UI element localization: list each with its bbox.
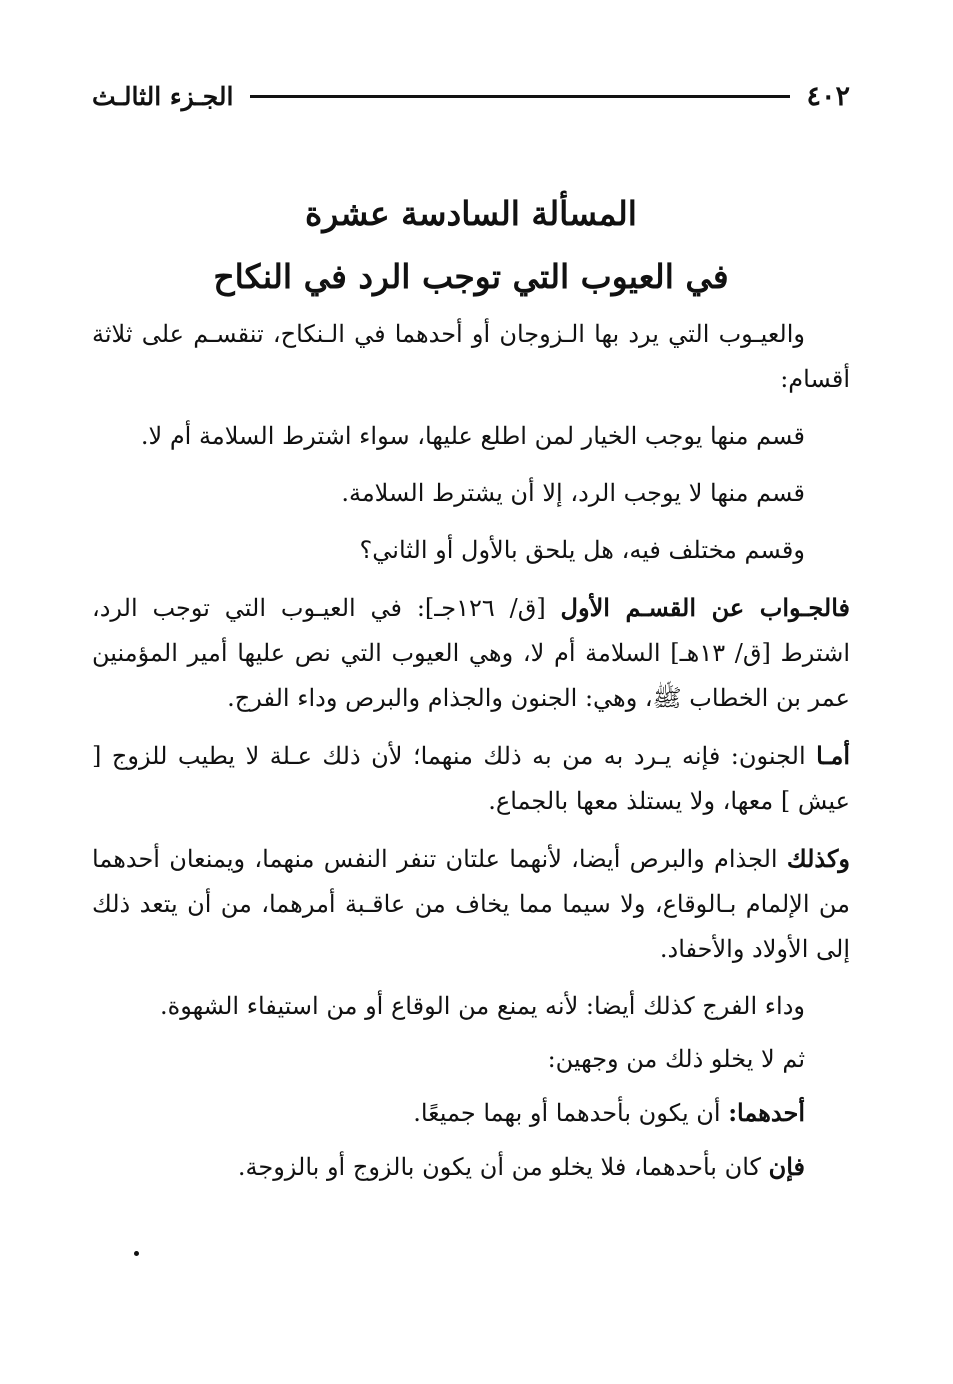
paragraph-if-one bbox=[92, 1144, 850, 1190]
paragraph-text: الجنون: فإنه يـرد به من به ذلك منهما؛ لأن ذلك عـلة لا يطيب للزوج [ عيش ] معها، ولا يستلذ معها بالجماع. bbox=[92, 742, 850, 815]
paragraph-text: وداء الفرج كذلك أيضا: لأنه يمنع من الوقاع أو من استيفاء الشهوة. bbox=[160, 992, 805, 1020]
paragraph-text: الجذام والبرص أيضا، لأنهما علتان تنفر النفس منهما، ويمنعان أحدهما من الإلمام بـالوقاع، ولا سيما مما يخاف من عاقـبة أمرهما، من أن يتعد ذلك إلى الأولاد والأحفاد. bbox=[92, 845, 850, 963]
paragraph-text: والعيـوب التي يرد بها الـزوجان أو أحدهما في الـنكاح، تنقسـم على ثلاثة أقسام: bbox=[92, 320, 850, 393]
chapter-title: المسألة السادسة عشرة bbox=[305, 194, 637, 233]
paragraph-insanity bbox=[92, 733, 850, 824]
paragraph-section-two bbox=[92, 471, 850, 516]
body-text bbox=[92, 312, 850, 1198]
paragraph-section-three bbox=[92, 528, 850, 573]
paragraph-text: وقسم مختلف فيه، هل يلحق بالأول أو الثاني؟ bbox=[359, 536, 805, 564]
chapter-subtitle: في العيوب التي توجب الرد في النكاح bbox=[213, 257, 729, 296]
paragraph-lead: أمـا bbox=[816, 741, 850, 770]
header-rule bbox=[250, 95, 791, 98]
paragraph-text: قسم منها لا يوجب الرد، إلا أن يشترط السلامة. bbox=[341, 479, 805, 507]
paragraph-section-one bbox=[92, 414, 850, 459]
paragraph-lead: وكذلك bbox=[786, 844, 850, 873]
paragraph-intro bbox=[92, 312, 850, 402]
paragraph-text: ثم لا يخلو ذلك من وجهين: bbox=[547, 1045, 805, 1073]
page-header bbox=[92, 76, 850, 116]
running-title: الجـزء الثالـث bbox=[92, 81, 234, 111]
paragraph-lead: فالجـواب عن القسـم الأول bbox=[560, 593, 851, 622]
paragraph-answer-first bbox=[92, 585, 850, 721]
paragraph-lead: أحدهما: bbox=[728, 1098, 805, 1127]
paragraph-text: أن يكون بأحدهما أو بهما جميعًا. bbox=[413, 1099, 729, 1127]
paragraph-genital-disease bbox=[92, 984, 850, 1029]
paragraph-text: كان بأحدهما، فلا يخلو من أن يكون بالزوج أو بالزوجة. bbox=[237, 1153, 769, 1181]
paragraph-leprosy bbox=[92, 836, 850, 972]
paragraph-two-cases bbox=[92, 1037, 850, 1082]
paragraph-lead: فإن bbox=[768, 1152, 805, 1181]
page-number: ٤٠٢ bbox=[806, 80, 850, 112]
paragraph-case-one bbox=[92, 1090, 850, 1136]
paragraph-text: قسم منها يوجب الخيار لمن اطلع عليها، سواء اشترط السلامة أم لا. bbox=[140, 422, 805, 450]
paragraph-text: [ق/ ١٢٦جـ]: في العيـوب التي توجب الرد، اشترط [ق/ ١٣هـ] السلامة أم لا، وهي العيوب التي نص عليها أمير المؤمنين عمر بن الخطاب ﷺ، وهي: الجنون والجذام والبرص وداء الفرج. bbox=[92, 594, 850, 712]
stray-dot bbox=[134, 1251, 139, 1256]
